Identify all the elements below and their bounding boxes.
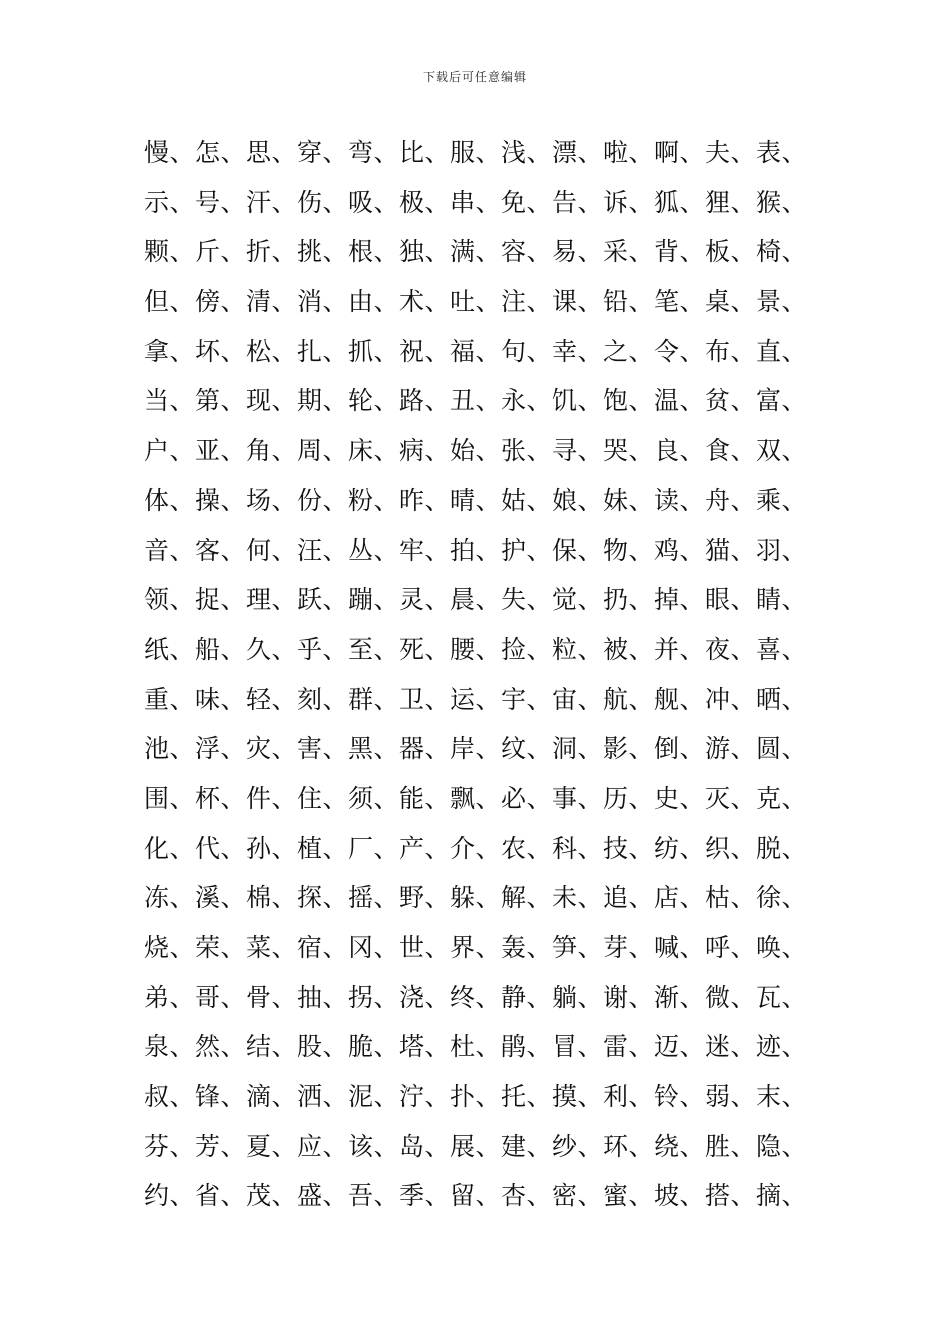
character-line: 拿、坏、松、扎、抓、祝、福、句、幸、之、令、布、直、 (144, 336, 808, 366)
character-line: 叔、锋、滴、洒、泥、泞、扑、托、摸、利、铃、弱、末、 (144, 1082, 808, 1112)
character-line: 示、号、汗、伤、吸、极、串、免、告、诉、狐、狸、猴、 (144, 187, 808, 217)
header-note: 下载后可任意编辑 (422, 70, 527, 84)
character-line: 围、杯、件、住、须、能、飘、必、事、历、史、灭、克、 (144, 783, 808, 813)
character-line: 烧、荣、菜、宿、冈、世、界、轰、笋、芽、喊、呼、唤、 (144, 933, 808, 962)
character-line: 池、浮、灾、害、黑、器、岸、纹、洞、影、倒、游、圆、 (144, 734, 808, 764)
character-line: 但、傍、清、消、由、术、吐、注、课、铅、笔、桌、景、 (144, 287, 808, 317)
character-line: 泉、然、结、股、脆、塔、杜、鹃、冒、雷、迈、迷、迹、 (144, 1032, 808, 1062)
character-line: 慢、怎、思、穿、弯、比、服、浅、漂、啦、啊、夫、表、 (144, 138, 808, 167)
character-line: 当、第、现、期、轮、路、丑、永、饥、饱、温、贫、富、 (144, 386, 808, 416)
character-line: 弟、哥、骨、抽、拐、浇、终、静、躺、谢、渐、微、瓦、 (144, 982, 808, 1012)
character-line: 化、代、孙、植、厂、产、介、农、科、技、纺、织、脱、 (144, 833, 808, 863)
character-line: 颗、斤、折、挑、根、独、满、容、易、采、背、板、椅、 (144, 237, 808, 267)
character-line: 领、捉、理、跃、蹦、灵、晨、失、觉、扔、掉、眼、睛、 (144, 585, 808, 615)
character-line: 冻、溪、棉、探、摇、野、躲、解、未、追、店、枯、徐、 (144, 883, 808, 913)
character-list (144, 128, 824, 1221)
character-line: 纸、船、久、乎、至、死、腰、捡、粒、被、并、夜、喜、 (144, 634, 808, 664)
character-line: 户、亚、角、周、床、病、始、张、寻、哭、良、食、双、 (144, 436, 808, 466)
character-line: 芬、芳、夏、应、该、岛、展、建、纱、环、绕、胜、隐、 (144, 1131, 808, 1161)
character-line: 体、操、场、份、粉、昨、晴、姑、娘、妹、读、舟、乘、 (144, 485, 808, 515)
character-line: 约、省、茂、盛、吾、季、留、杏、密、蜜、坡、搭、摘、 (144, 1181, 808, 1211)
character-line: 重、味、轻、刻、群、卫、运、宇、宙、航、舰、冲、晒、 (144, 684, 808, 714)
character-line: 音、客、何、汪、丛、牢、拍、护、保、物、鸡、猫、羽、 (144, 535, 808, 565)
